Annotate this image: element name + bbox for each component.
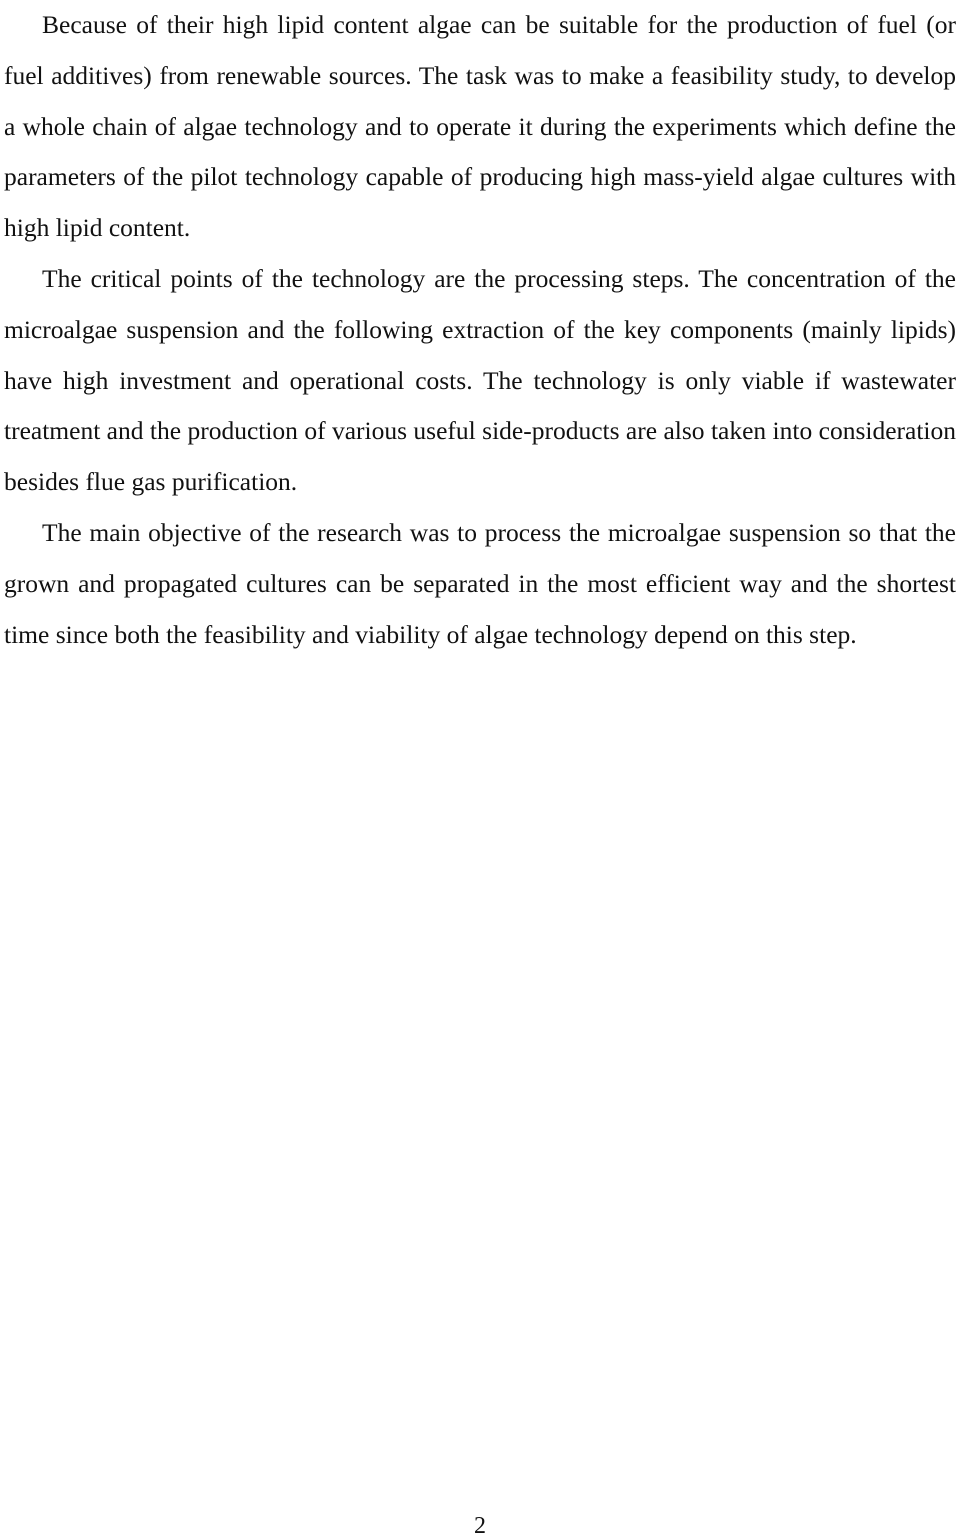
- paragraph-intro: Because of their high lipid content algae can be suitable for the production of fuel (or fuel additives) from renewable sources. The task was to make a feasibility study, to develop a whole chain of algae technology and to operate it during the experiments which define the parameters of the pilot technology capable of producing high mass-yield algae cultures with high lipid content.: [4, 10, 956, 243]
- paragraph-objective: The main objective of the research was to process the microalgae suspension so that the grown and propagated cultures can be separated in the most efficient way and the shortest time since both the feasibility and viability of algae technology depend on this step.: [4, 517, 956, 649]
- page-number: 2: [474, 1513, 486, 1539]
- paragraph-critical-points: The critical points of the technology are the processing steps. The concentration of the microalgae suspension and the following extraction of the key components (mainly lipids) have high investment and operational costs. The technology is only viable if wastewater treatment and the production of various useful side-products are also taken into consideration besides flue gas purification.: [4, 263, 956, 497]
- document-page: [4, 0, 956, 660]
